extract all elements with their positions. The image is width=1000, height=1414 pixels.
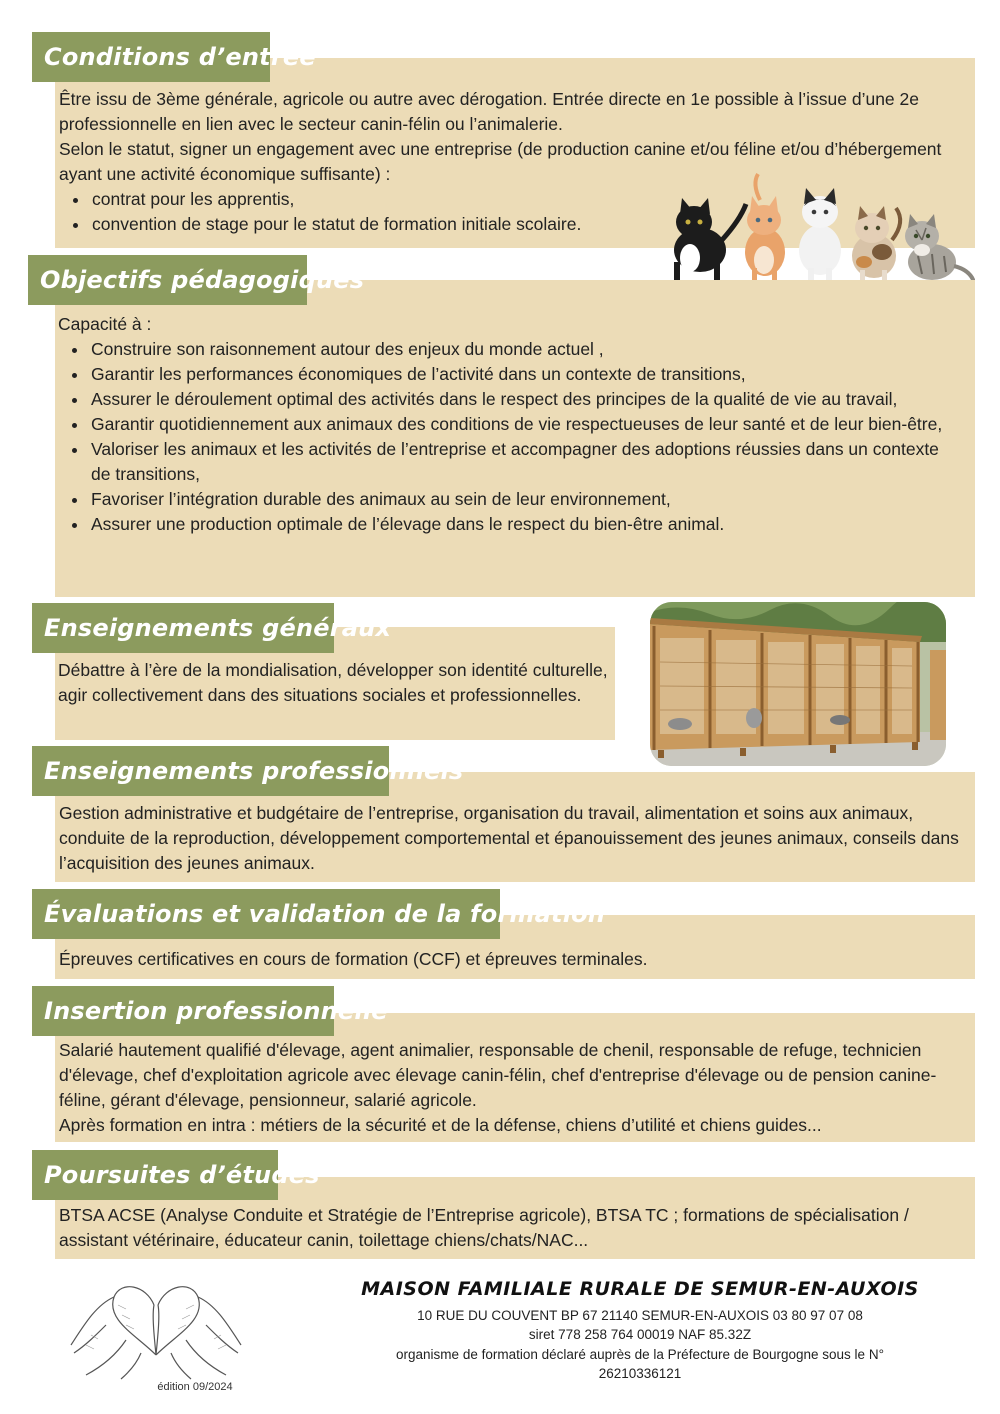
kitten-black [674,198,746,284]
organisation-address: 10 RUE DU COUVENT BP 67 21140 SEMUR-EN-AUXOIS 03 80 97 07 08 [417,1308,863,1323]
heart-hands-drawing [66,1275,246,1380]
organisation-siret: siret 778 258 764 00019 NAF 85.32Z [528,1327,752,1342]
evaluations-title: Évaluations et validation de la formation [32,889,500,939]
poursuites-title: Poursuites d’études [32,1150,278,1200]
kittens-illustration [660,170,975,288]
generaux-title: Enseignements généraux [32,603,334,653]
list-item: • Garantir quotidiennement aux animaux des conditions de vie respectueuses de leur santé et de leur bien-être, [89,412,958,437]
conditions-title: Conditions d’entrée [32,32,270,82]
insertion-title: Insertion professionnelle [32,986,334,1036]
conditions-paragraph-1: Être issu de 3ème générale, agricole ou autre avec dérogation. Entrée directe en 1e possible à l’issue d’une 2e professionnelle en lien avec le secteur canin-félin ou l’animalerie. [59,89,919,134]
poursuites-text: BTSA ACSE (Analyse Conduite et Stratégie de l’Entreprise agricole), BTSA TC ; formations de spécialisation / assistant vétérinaire, éducateur canin, toilettage chiens/chats/NAC... [59,1205,909,1250]
kennels-illustration [650,602,946,766]
organisation-name: MAISON FAMILIALE RURALE DE SEMUR-EN-AUXOIS [361,1278,919,1300]
list-item: • Valoriser les animaux et les activités de l’entreprise et accompagner des adoptions réussies dans un contexte de transitions, [89,437,958,487]
objectifs-intro: Capacité à : [58,314,152,334]
objectifs-title: Objectifs pédagogiques [28,255,307,305]
insertion-paragraph-1: Salarié hautement qualifié d'élevage, agent animalier, responsable de chenil, responsable de refuge, technicien d'élevage, chef d'exploitation agricole avec élevage canin-félin, chef d'entreprise d'élevage ou de pension canine-féline, gérant d'élevage, pensionneur, salarié agricole. [59,1040,937,1110]
kitten-white [799,188,841,286]
insertion-text [59,1038,969,1138]
objectifs-text [58,312,958,537]
list-item: • Assurer le déroulement optimal des activités dans le respect des principes de la qualité de vie au travail, [89,387,958,412]
organisation-declaration: organisme de formation déclaré auprès de la Préfecture de Bourgogne sous le N° [396,1347,884,1362]
objectifs-list [58,337,958,537]
list-item: • Favoriser l’intégration durable des animaux au sein de leur environnement, [89,487,958,512]
edition-label: édition 09/2024 [157,1381,233,1393]
kitten-calico [852,206,900,286]
kitten-tabby [905,214,974,282]
evaluations-text: Épreuves certificatives en cours de formation (CCF) et épreuves terminales. [59,949,648,969]
list-item: • contrat pour les apprentis, [90,187,959,212]
professionnels-text: Gestion administrative et budgétaire de l’entreprise, organisation du travail, alimentation et soins aux animaux, conduite de la reproduction, développement comportemental et épanouissement des jeunes animaux, conseils dans l’acquisition des jeunes animaux. [59,803,959,873]
kittens-photo [660,170,975,288]
insertion-paragraph-2: Après formation en intra : métiers de la sécurité et de la défense, chiens d’utilité et chiens guides... [59,1115,822,1135]
list-item: • Construire son raisonnement autour des enjeux du monde actuel , [89,337,958,362]
professionnels-title: Enseignements professionnels [32,746,389,796]
kitten-ginger [745,174,785,286]
list-item: • Assurer une production optimale de l’élevage dans le respect du bien-être animal. [89,512,958,537]
heart-hands-icon [66,1275,246,1380]
list-item: • Garantir les performances économiques de l’activité dans un contexte de transitions, [89,362,958,387]
list-item: • convention de stage pour le statut de formation initiale scolaire. [90,212,959,237]
conditions-paragraph-2: Selon le statut, signer un engagement avec une entreprise (de production canine et/ou féline et/ou d’hébergement ayant une activité économique suffisante) : [59,139,942,184]
organisation-number: 26210336121 [598,1366,682,1381]
kennels-photo [650,602,946,766]
generaux-text: Débattre à l’ère de la mondialisation, développer son identité culturelle, agir collectivement dans des situations sociales et professionnelles. [58,660,608,705]
